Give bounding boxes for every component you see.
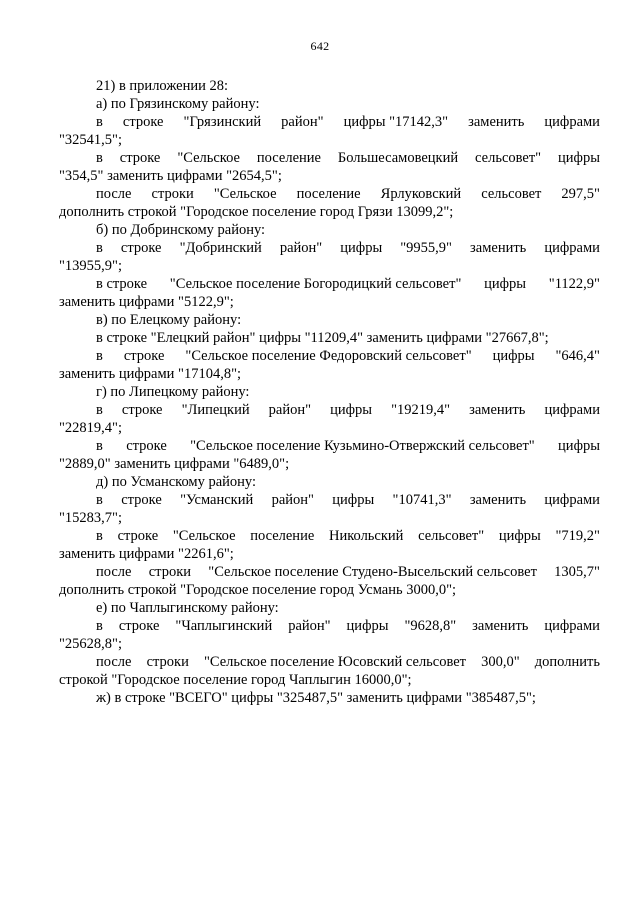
paragraph-line: "15283,7"; <box>59 510 122 526</box>
paragraph-line: в строке "Усманский район" цифры "10741,3" заменить цифрами <box>96 492 600 508</box>
paragraph-line: "2889,0" заменить цифрами "6489,0"; <box>59 456 290 472</box>
subsection-heading: е) по Чаплыгинскому району: <box>96 600 279 616</box>
paragraph-line: в строке "Сельское поселение Кузьмино-Отвержский сельсовет" цифры <box>96 438 600 454</box>
paragraph-line: в строке "Липецкий район" цифры "19219,4" заменить цифрами <box>96 402 600 418</box>
subsection-heading: в) по Елецкому району: <box>96 312 242 328</box>
paragraph-line: в строке "Сельское поселение Никольский сельсовет" цифры "719,2" <box>96 528 600 544</box>
paragraph-line: заменить цифрами "5122,9"; <box>59 294 234 310</box>
paragraph-line: заменить цифрами "17104,8"; <box>59 366 242 382</box>
item-heading: 21) в приложении 28: <box>96 78 229 94</box>
paragraph-line: заменить цифрами "2261,6"; <box>59 546 234 562</box>
document-body <box>59 77 600 707</box>
paragraph-line: после строки "Сельское поселение Студено-Высельский сельсовет 1305,7" <box>96 564 600 580</box>
paragraph-line-total: ж) в строке "ВСЕГО" цифры "325487,5" заменить цифрами "385487,5"; <box>96 690 536 706</box>
paragraph-line: в строке "Грязинский район" цифры "17142,3" заменить цифрами <box>96 114 600 130</box>
paragraph-line: "22819,4"; <box>59 420 122 436</box>
paragraph-line: "354,5" заменить цифрами "2654,5"; <box>59 168 282 184</box>
paragraph-line: после строки "Сельское поселение Ярлуковский сельсовет 297,5" <box>96 186 600 202</box>
subsection-heading: б) по Добринскому району: <box>96 222 266 238</box>
paragraph-line: "25628,8"; <box>59 636 122 652</box>
paragraph-line: в строке "Елецкий район" цифры "11209,4" заменить цифрами "27667,8"; <box>96 330 549 346</box>
paragraph-line: "13955,9"; <box>59 258 122 274</box>
paragraph-line: в строке "Сельское поселение Большесамовецкий сельсовет" цифры <box>96 150 600 166</box>
paragraph-line: дополнить строкой "Городское поселение город Усмань 3000,0"; <box>59 582 457 598</box>
paragraph-line: в строке "Сельское поселение Федоровский сельсовет" цифры "646,4" <box>96 348 600 364</box>
subsection-heading: а) по Грязинскому району: <box>96 96 260 112</box>
subsection-heading: г) по Липецкому району: <box>96 384 250 400</box>
paragraph-line: после строки "Сельское поселение Юсовский сельсовет 300,0" дополнить <box>96 654 600 670</box>
paragraph-line: дополнить строкой "Городское поселение город Грязи 13099,2"; <box>59 204 454 220</box>
paragraph-line: в строке "Сельское поселение Богородицкий сельсовет" цифры "1122,9" <box>96 276 600 292</box>
page-number: 642 <box>310 39 330 53</box>
paragraph-line: "32541,5"; <box>59 132 122 148</box>
paragraph-line: строкой "Городское поселение город Чаплыгин 16000,0"; <box>59 672 412 688</box>
paragraph-line: в строке "Добринский район" цифры "9955,9" заменить цифрами <box>96 240 600 256</box>
subsection-heading: д) по Усманскому району: <box>96 474 257 490</box>
paragraph-line: в строке "Чаплыгинский район" цифры "9628,8" заменить цифрами <box>96 618 600 634</box>
